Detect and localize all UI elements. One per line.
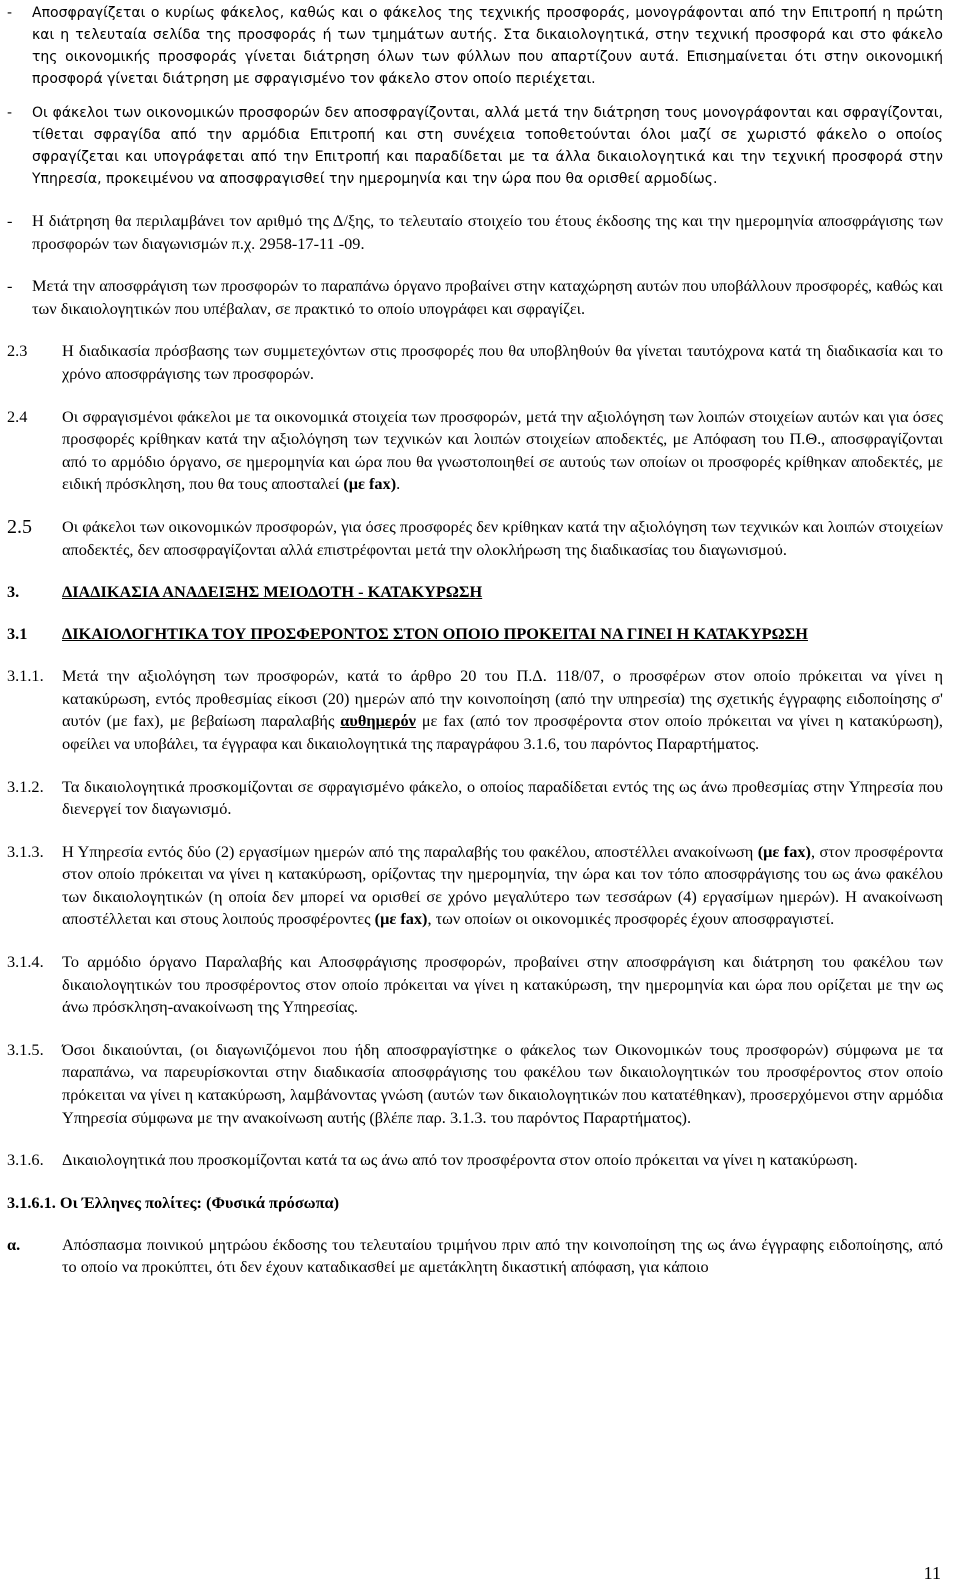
bullet-item bbox=[7, 275, 943, 320]
section-number: 2.3 bbox=[7, 341, 28, 361]
section-text: Το αρμόδιο όργανο Παραλαβής και Αποσφράγισης προσφορών, προβαίνει στην αποσφράγιση και διάτρηση του φακέλου των δικαιολογητικών του προσφέροντος στον οποίο πρόκειται να γίνει η κατακύρωση, την ημερομηνία και ώρα που ορίζεται με την ως άνω πρόσκληση-ανακοίνωση της Υπηρεσίας. bbox=[62, 952, 943, 1017]
section-number: 3.1.1. bbox=[7, 666, 44, 686]
section-2-5 bbox=[7, 516, 943, 561]
page-number: 11 bbox=[923, 1563, 941, 1583]
bullet-dash: - bbox=[7, 105, 13, 121]
heading-number: 3.1 bbox=[7, 624, 28, 644]
section-number: 3.1.6. bbox=[7, 1150, 44, 1170]
section-3-1-2 bbox=[7, 776, 943, 821]
section-2-4: 2.4 Οι σφραγισμένοι φάκελοι με τα οικονομικά στοιχεία των προσφορών, μετά την αξιολόγηση των λοιπών στοιχείων αυτών και για όσες προσφορές κρίθηκαν κατά την αξιολόγηση των τεχνικών και λοιπών στοιχείων αποδεκτές, με Απόφαση του Π.Θ., αποσφραγίζονται από το αρμόδιο όργανο, σε ημερομηνία και ώρα που θα γνωστοποιηθεί σε αυτούς των οποίων οι προσφορές κρίθηκαν αποδεκτές, με ειδική πρόσκληση, που θα τους αποσταλεί (με fax). bbox=[7, 406, 943, 496]
bullet-list-sans bbox=[7, 2, 943, 190]
bold-underlined-word: αυθημερόν bbox=[340, 711, 416, 731]
heading-text: ΔΙΚΑΙΟΛΟΓΗΤΙΚΑ ΤΟΥ ΠΡΟΣΦΕΡΟΝΤΟΣ ΣΤΟΝ ΟΠΟΙΟ ΠΡΟΚΕΙΤΑΙ ΝΑ ΓΙΝΕΙ Η ΚΑΤΑΚΥΡΩΣΗ bbox=[62, 624, 808, 644]
section-text: Όσοι δικαιούνται, (οι διαγωνιζόμενοι που ήδη αποσφραγίστηκε ο φάκελος των Οικονομικών τους προσφορών) σύμφωνα με τα παραπάνω, να παρευρίσκονται στην διαδικασία αποσφράγισης του φακέλου των δικαιολογητικών του προσφέροντος στον οποίο πρόκειται να γίνει η κατακύρωση, λαμβάνοντας γνώση (αυτών των δικαιολογητικών που κατατέθηκαν), προσερχόμενοι στην αρμόδια Υπηρεσία σύμφωνα με την ανακοίνωση αυτής (βλέπε παρ. 3.1.3. του παρόντος Παραρτήματος). bbox=[62, 1039, 943, 1127]
bullet-text: Η διάτρηση θα περιλαμβάνει τον αριθμό της Δ/ξης, το τελευταίο στοιχείο του έτους έκδοσης της και την ημερομηνία αποσφράγισης των προσφορών των διαγωνισμών π.χ. 2958-17-11 -09. bbox=[32, 211, 943, 253]
section-number: 3.1.3. bbox=[7, 841, 44, 861]
section-number: 3.1.5. bbox=[7, 1039, 44, 1059]
section-text: Δικαιολογητικά που προσκομίζονται κατά τα ως άνω από τον προσφέροντα στον οποίο πρόκειται να γίνει η κατακύρωση. bbox=[62, 1150, 858, 1170]
heading-text: ΔΙΑΔΙΚΑΣΙΑ ΑΝΑΔΕΙΞΗΣ ΜΕΙΟΔΟΤΗ - ΚΑΤΑΚΥΡΩΣΗ bbox=[62, 582, 483, 602]
section-text: Η διαδικασία πρόσβασης των συμμετεχόντων στις προσφορές που θα υποβληθούν θα γίνεται ταυτόχρονα κατά τη διαδικασία και το χρόνο αποσφράγισης των προσφορών. bbox=[62, 341, 943, 383]
heading-3-1-6-1 bbox=[7, 1192, 943, 1214]
section-2-3 bbox=[7, 340, 943, 385]
section-text: Απόσπασμα ποινικού μητρώου έκδοσης του τελευταίου τριμήνου πριν από την κοινοποίηση της ως άνω έγγραφης ειδοποίησης, από το οποίο να προκύπτει, ότι δεν έχουν καταδικασθεί με αμετάκλητη δικαστική απόφαση, για κάποιο bbox=[62, 1234, 943, 1277]
section-alpha bbox=[7, 1234, 943, 1279]
heading-number: 3. bbox=[7, 582, 20, 602]
heading-text: 3.1.6.1. Οι Έλληνες πολίτες: (Φυσικά πρόσωπα) bbox=[7, 1192, 340, 1212]
heading-3 bbox=[7, 581, 943, 603]
bullet-dash: - bbox=[7, 211, 13, 230]
bullet-dash: - bbox=[7, 5, 13, 21]
bullet-text: Μετά την αποσφράγιση των προσφορών το παραπάνω όργανο προβαίνει στην καταχώρηση αυτών που υποβάλλουν προσφορές, καθώς και των δικαιολογητικών που υπέβαλαν, σε πρακτικό το οποίο υπογράφει και σφραγίζει. bbox=[32, 276, 943, 318]
section-number: 2.5 bbox=[7, 515, 32, 538]
heading-3-1 bbox=[7, 623, 943, 645]
section-number: 3.1.4. bbox=[7, 952, 44, 972]
section-text: Οι φάκελοι των οικονομικών προσφορών, για όσες προσφορές δεν κρίθηκαν κατά την αξιολόγηση των τεχνικών και λοιπών στοιχείων αποδεκτές, δεν αποσφραγίζονται αλλά επιστρέφονται μετά την ολοκλήρωση της διαδικασίας του διαγωνισμού. bbox=[62, 516, 943, 559]
section-text: Οι σφραγισμένοι φάκελοι με τα οικονομικά στοιχεία των προσφορών, μετά την αξιολόγηση των λοιπών στοιχείων αυτών και για όσες προσφορές κρίθηκαν κατά την αξιολόγηση των τεχνικών και λοιπών στοιχείων αποδεκτές, με Απόφαση του Π.Θ., αποσφραγίζονται από το αρμόδιο όργανο, σε ημερομηνία και ώρα που θα γνωστοποιηθεί σε αυτούς των οποίων οι προσφορές κρίθηκαν αποδεκτές, με ειδική πρόσκληση, που θα τους αποσταλεί bbox=[62, 406, 943, 494]
section-text: Τα δικαιολογητικά προσκομίζονται σε σφραγισμένο φάκελο, ο οποίος παραδίδεται εντός της ως άνω προθεσμίας στην Υπηρεσία που διενεργεί τον διαγωνισμό. bbox=[62, 776, 943, 819]
section-3-1-4 bbox=[7, 951, 943, 1019]
bullet-item bbox=[7, 2, 943, 90]
bullet-item bbox=[7, 210, 943, 255]
section-3-1-3: 3.1.3. Η Υπηρεσία εντός δύο (2) εργασίμων ημερών από της παραλαβής του φακέλου, αποστέλλει ανακοίνωση (με fax), στον προσφέροντα στον οποίο πρόκειται να γίνει η κατακύρωση, ορίζοντας την ημερομηνία, την ώρα και τον τόπο αποσφράγισης του ως άνω φακέλου των δικαιολογητικών (η οποία δεν μπορεί να ορισθεί σε χρόνο μεγαλύτερο των τεσσάρων (4) εργασίμων ημερών). Η ανακοίνωση αποστέλλεται και στους λοιπούς προσφέροντες (με fax), των οποίων οι οικονομικές προσφορές έχουν αποσφραγιστεί. bbox=[7, 841, 943, 931]
bullet-text: Αποσφραγίζεται ο κυρίως φάκελος, καθώς και ο φάκελος της τεχνικής προσφοράς, μονογράφονται από την Επιτροπή η πρώτη και η τελευταία σελίδα της προσφοράς ή των τμημάτων αυτής. Στα δικαιολογητικά, στην τεχνική προσφορά και στο φάκελο της οικονομικής προσφοράς γίνεται διάτρηση όλων των φύλλων που απαρτίζουν αυτά. Επισημαίνεται ότι στην οικονομική προσφορά γίνεται διάτρηση με σφραγισμένο τον φάκελο στον οποίο περιέχεται. bbox=[32, 5, 943, 87]
bold-fax: (με fax) bbox=[757, 841, 811, 861]
bold-fax: (με fax) bbox=[374, 909, 428, 929]
section-3-1-1: 3.1.1. Μετά την αξιολόγηση των προσφορών, κατά το άρθρο 20 του Π.Δ. 118/07, ο προσφέρων στον οποίο πρόκειται να γίνει η κατακύρωση, εντός προθεσμίας είκοσι (20) ημερών από την κοινοποίηση (από την υπηρεσία) της σχετικής έγγραφης ειδοποίησης σ' αυτόν (με fax), με βεβαίωση παραλαβής αυθημερόν με fax (από τον προσφέροντα στον οποίο πρόκειται να γίνει η κατακύρωση), οφείλει να υποβάλει, τα έγγραφα και δικαιολογητικά της παραγράφου 3.1.6, του παρόντος Παραρτήματος. bbox=[7, 665, 943, 755]
bold-fax: (με fax) bbox=[343, 474, 397, 494]
section-number: 3.1.2. bbox=[7, 776, 44, 796]
section-number: 2.4 bbox=[7, 406, 28, 426]
section-3-1-6 bbox=[7, 1149, 943, 1172]
bullet-text: Οι φάκελοι των οικονομικών προσφορών δεν αποσφραγίζονται, αλλά μετά την διάτρηση τους μονογράφονται και σφραγίζονται, τίθεται σφραγίδα από την αρμόδια Επιτροπή και στη συνέχεια τοποθετούνται όλοι μαζί σε χωριστό φάκελο ο οποίος σφραγίζεται και υπογράφεται από την Επιτροπή και παραδίδεται με τα άλλα δικαιολογητικά και την τεχνική προσφορά στην Υπηρεσία, προκειμένου να αποσφραγισθεί την ημερομηνία και την ώρα που θα ορισθεί αρμοδίως. bbox=[32, 105, 943, 187]
bullet-dash: - bbox=[7, 276, 13, 296]
bullet-list-serif bbox=[7, 210, 943, 320]
bullet-item bbox=[7, 102, 943, 190]
section-number: α. bbox=[7, 1234, 21, 1254]
section-3-1-5 bbox=[7, 1039, 943, 1129]
